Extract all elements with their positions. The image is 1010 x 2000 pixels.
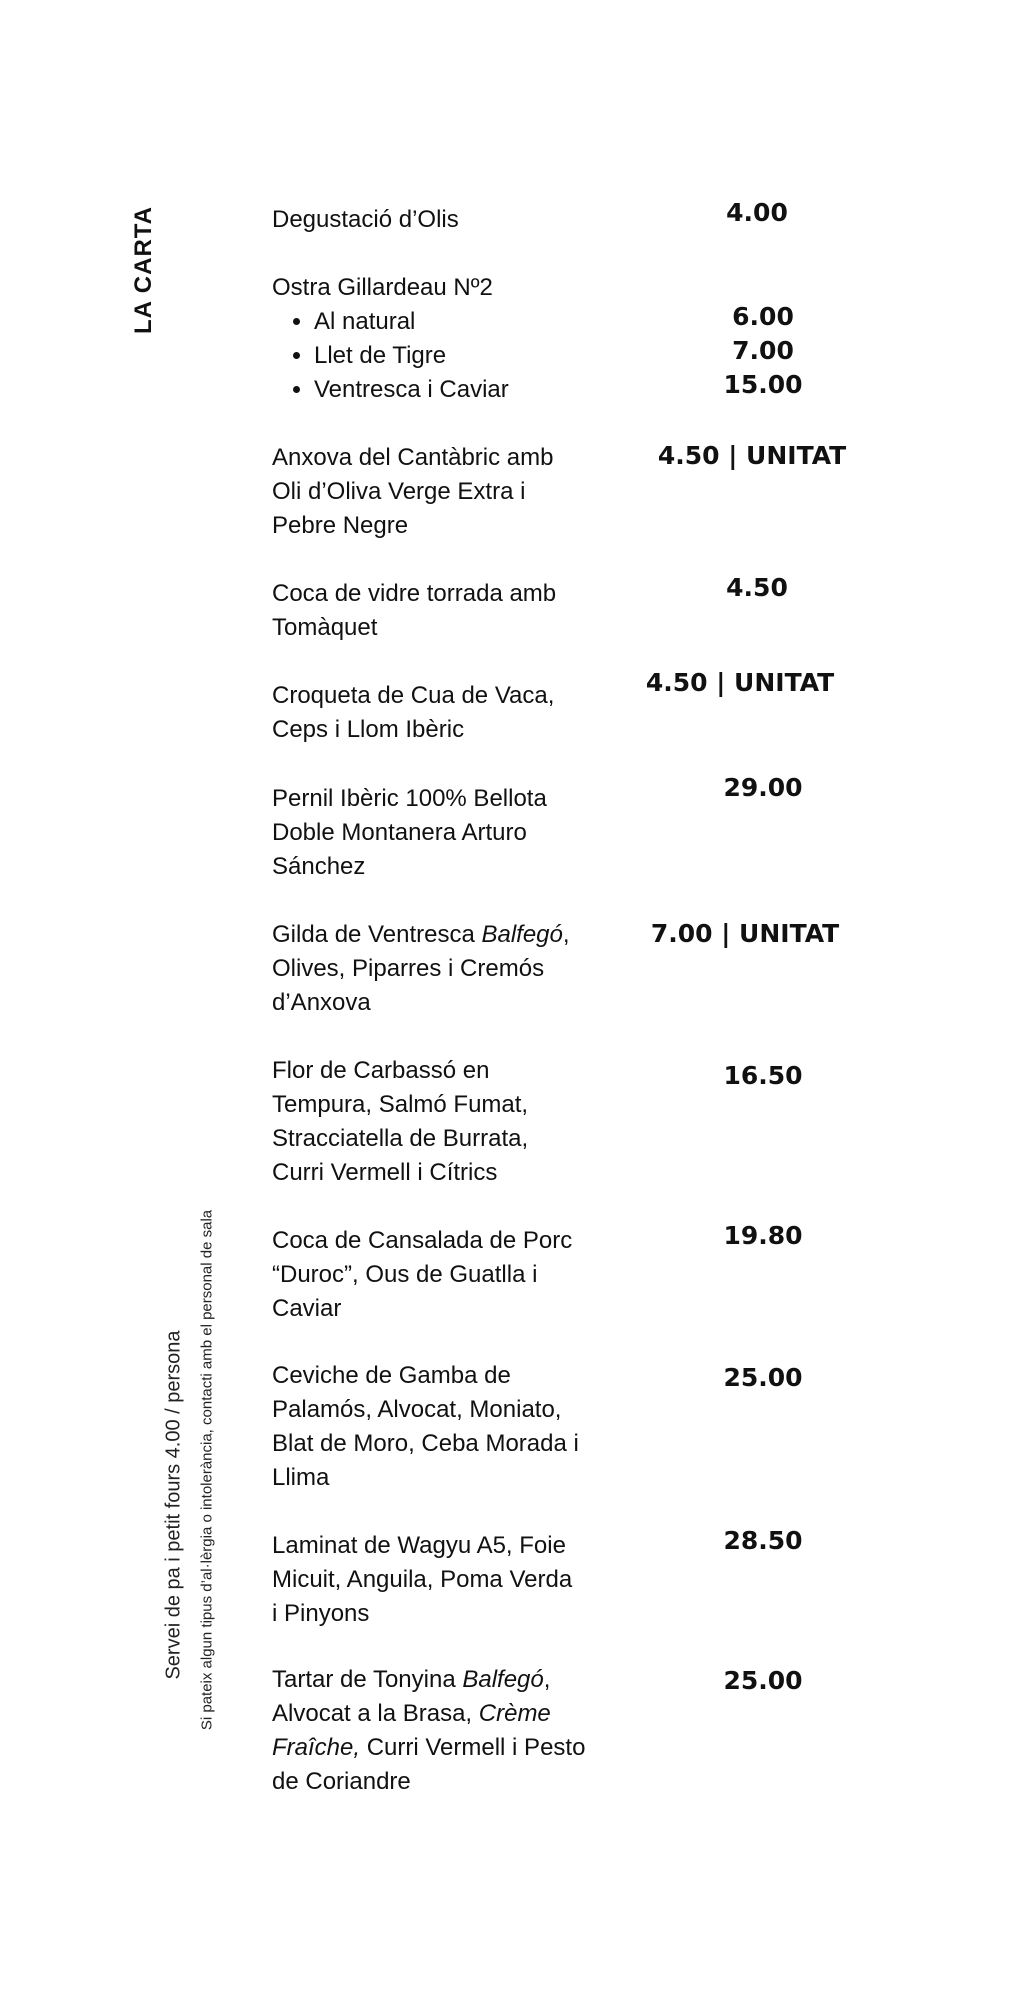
menu-item-iberian-ham xyxy=(272,782,632,884)
item-name: Caviar xyxy=(272,1295,342,1322)
option-label: • Al natural xyxy=(314,305,632,339)
menu-item-coca-pork xyxy=(272,1224,632,1326)
allergy-note: Si pateix algun tipus d’al·lèrgia o intolerància, contacti amb el personal de sala xyxy=(198,1209,216,1731)
item-name: Micuit, Anguila, Poma Verda xyxy=(272,1566,573,1593)
item-price: 25.00 xyxy=(723,1666,803,1695)
menu-item-anchovy xyxy=(272,441,632,543)
item-name xyxy=(272,1731,632,1765)
item-name: Flor de Carbassó en xyxy=(272,1057,490,1084)
option-label: • Llet de Tigre xyxy=(314,339,632,373)
item-name: Coca de vidre torrada amb xyxy=(272,580,557,607)
item-name: Tempura, Salmó Fumat, xyxy=(272,1091,529,1118)
menu-item-coca-tomato xyxy=(272,577,632,645)
item-name: Palamós, Alvocat, Moniato, xyxy=(272,1396,562,1423)
item-name xyxy=(272,918,632,952)
item-price: 4.50 | UNITAT xyxy=(645,668,835,697)
menu-item-ceviche xyxy=(272,1359,632,1495)
menu-item-zucchini-flower xyxy=(272,1054,632,1190)
menu-item-tuna-tartare xyxy=(272,1663,632,1799)
item-name: Doble Montanera Arturo xyxy=(272,819,527,846)
item-name: Olives, Piparres i Cremós xyxy=(272,955,545,982)
item-price: 28.50 xyxy=(723,1526,803,1555)
item-name: “Duroc”, Ous de Guatlla i xyxy=(272,1261,538,1288)
item-name: Ceviche de Gamba de xyxy=(272,1362,511,1389)
item-name: Degustació d’Olis xyxy=(272,206,459,233)
item-name: Curri Vermell i Cítrics xyxy=(272,1159,498,1186)
option-price: 7.00 xyxy=(732,336,794,365)
option-label: • Ventresca i Caviar xyxy=(314,373,632,407)
item-price: 29.00 xyxy=(723,773,803,802)
menu-item-wagyu xyxy=(272,1529,632,1631)
item-price: 25.00 xyxy=(723,1363,803,1392)
tartar-line-3: Fraîche, Curri Vermell i Pesto xyxy=(272,1734,586,1761)
item-name: Croqueta de Cua de Vaca, xyxy=(272,682,555,709)
item-price: 16.50 xyxy=(723,1061,803,1090)
item-name: Pebre Negre xyxy=(272,512,409,539)
gilda-line-1: Gilda de Ventresca Balfegó, xyxy=(272,921,570,948)
item-name: Stracciatella de Burrata, xyxy=(272,1125,529,1152)
option-price: 15.00 xyxy=(723,370,803,399)
menu-item-croquette xyxy=(272,679,632,747)
option-price: 6.00 xyxy=(732,302,794,331)
menu-item-oyster xyxy=(272,271,632,407)
item-price: 19.80 xyxy=(723,1221,803,1250)
item-name xyxy=(272,1697,632,1731)
item-price: 7.00 | UNITAT xyxy=(650,919,840,948)
item-name: Ostra Gillardeau Nº2 xyxy=(272,274,493,301)
item-name xyxy=(272,1663,632,1697)
item-name: de Coriandre xyxy=(272,1768,411,1795)
menu-item-gilda xyxy=(272,918,632,1020)
item-name: Llima xyxy=(272,1464,330,1491)
item-name: Sánchez xyxy=(272,853,366,880)
item-name: Anxova del Cantàbric amb xyxy=(272,444,554,471)
item-name: Pernil Ibèric 100% Bellota xyxy=(272,785,547,812)
item-name: Blat de Moro, Ceba Morada i xyxy=(272,1430,579,1457)
menu-item-oil-tasting xyxy=(272,203,632,237)
item-name: Coca de Cansalada de Porc xyxy=(272,1227,573,1254)
item-name: Tomàquet xyxy=(272,614,378,641)
item-name: Laminat de Wagyu A5, Foie xyxy=(272,1532,566,1559)
oyster-options xyxy=(272,305,632,407)
item-price: 4.00 xyxy=(726,198,788,227)
item-price: 4.50 xyxy=(726,573,788,602)
menu-title: LA CARTA xyxy=(130,206,157,334)
tartar-line-2: Alvocat a la Brasa, Crème xyxy=(272,1700,551,1727)
item-name: Oli d’Oliva Verge Extra i xyxy=(272,478,526,505)
item-price: 4.50 | UNITAT xyxy=(657,441,847,470)
item-name: Ceps i Llom Ibèric xyxy=(272,716,465,743)
item-name: d’Anxova xyxy=(272,989,371,1016)
item-name: i Pinyons xyxy=(272,1600,370,1627)
service-note: Servei de pa i petit fours 4.00 / persona xyxy=(162,1330,185,1680)
tartar-line-1: Tartar de Tonyina Balfegó, xyxy=(272,1666,551,1693)
